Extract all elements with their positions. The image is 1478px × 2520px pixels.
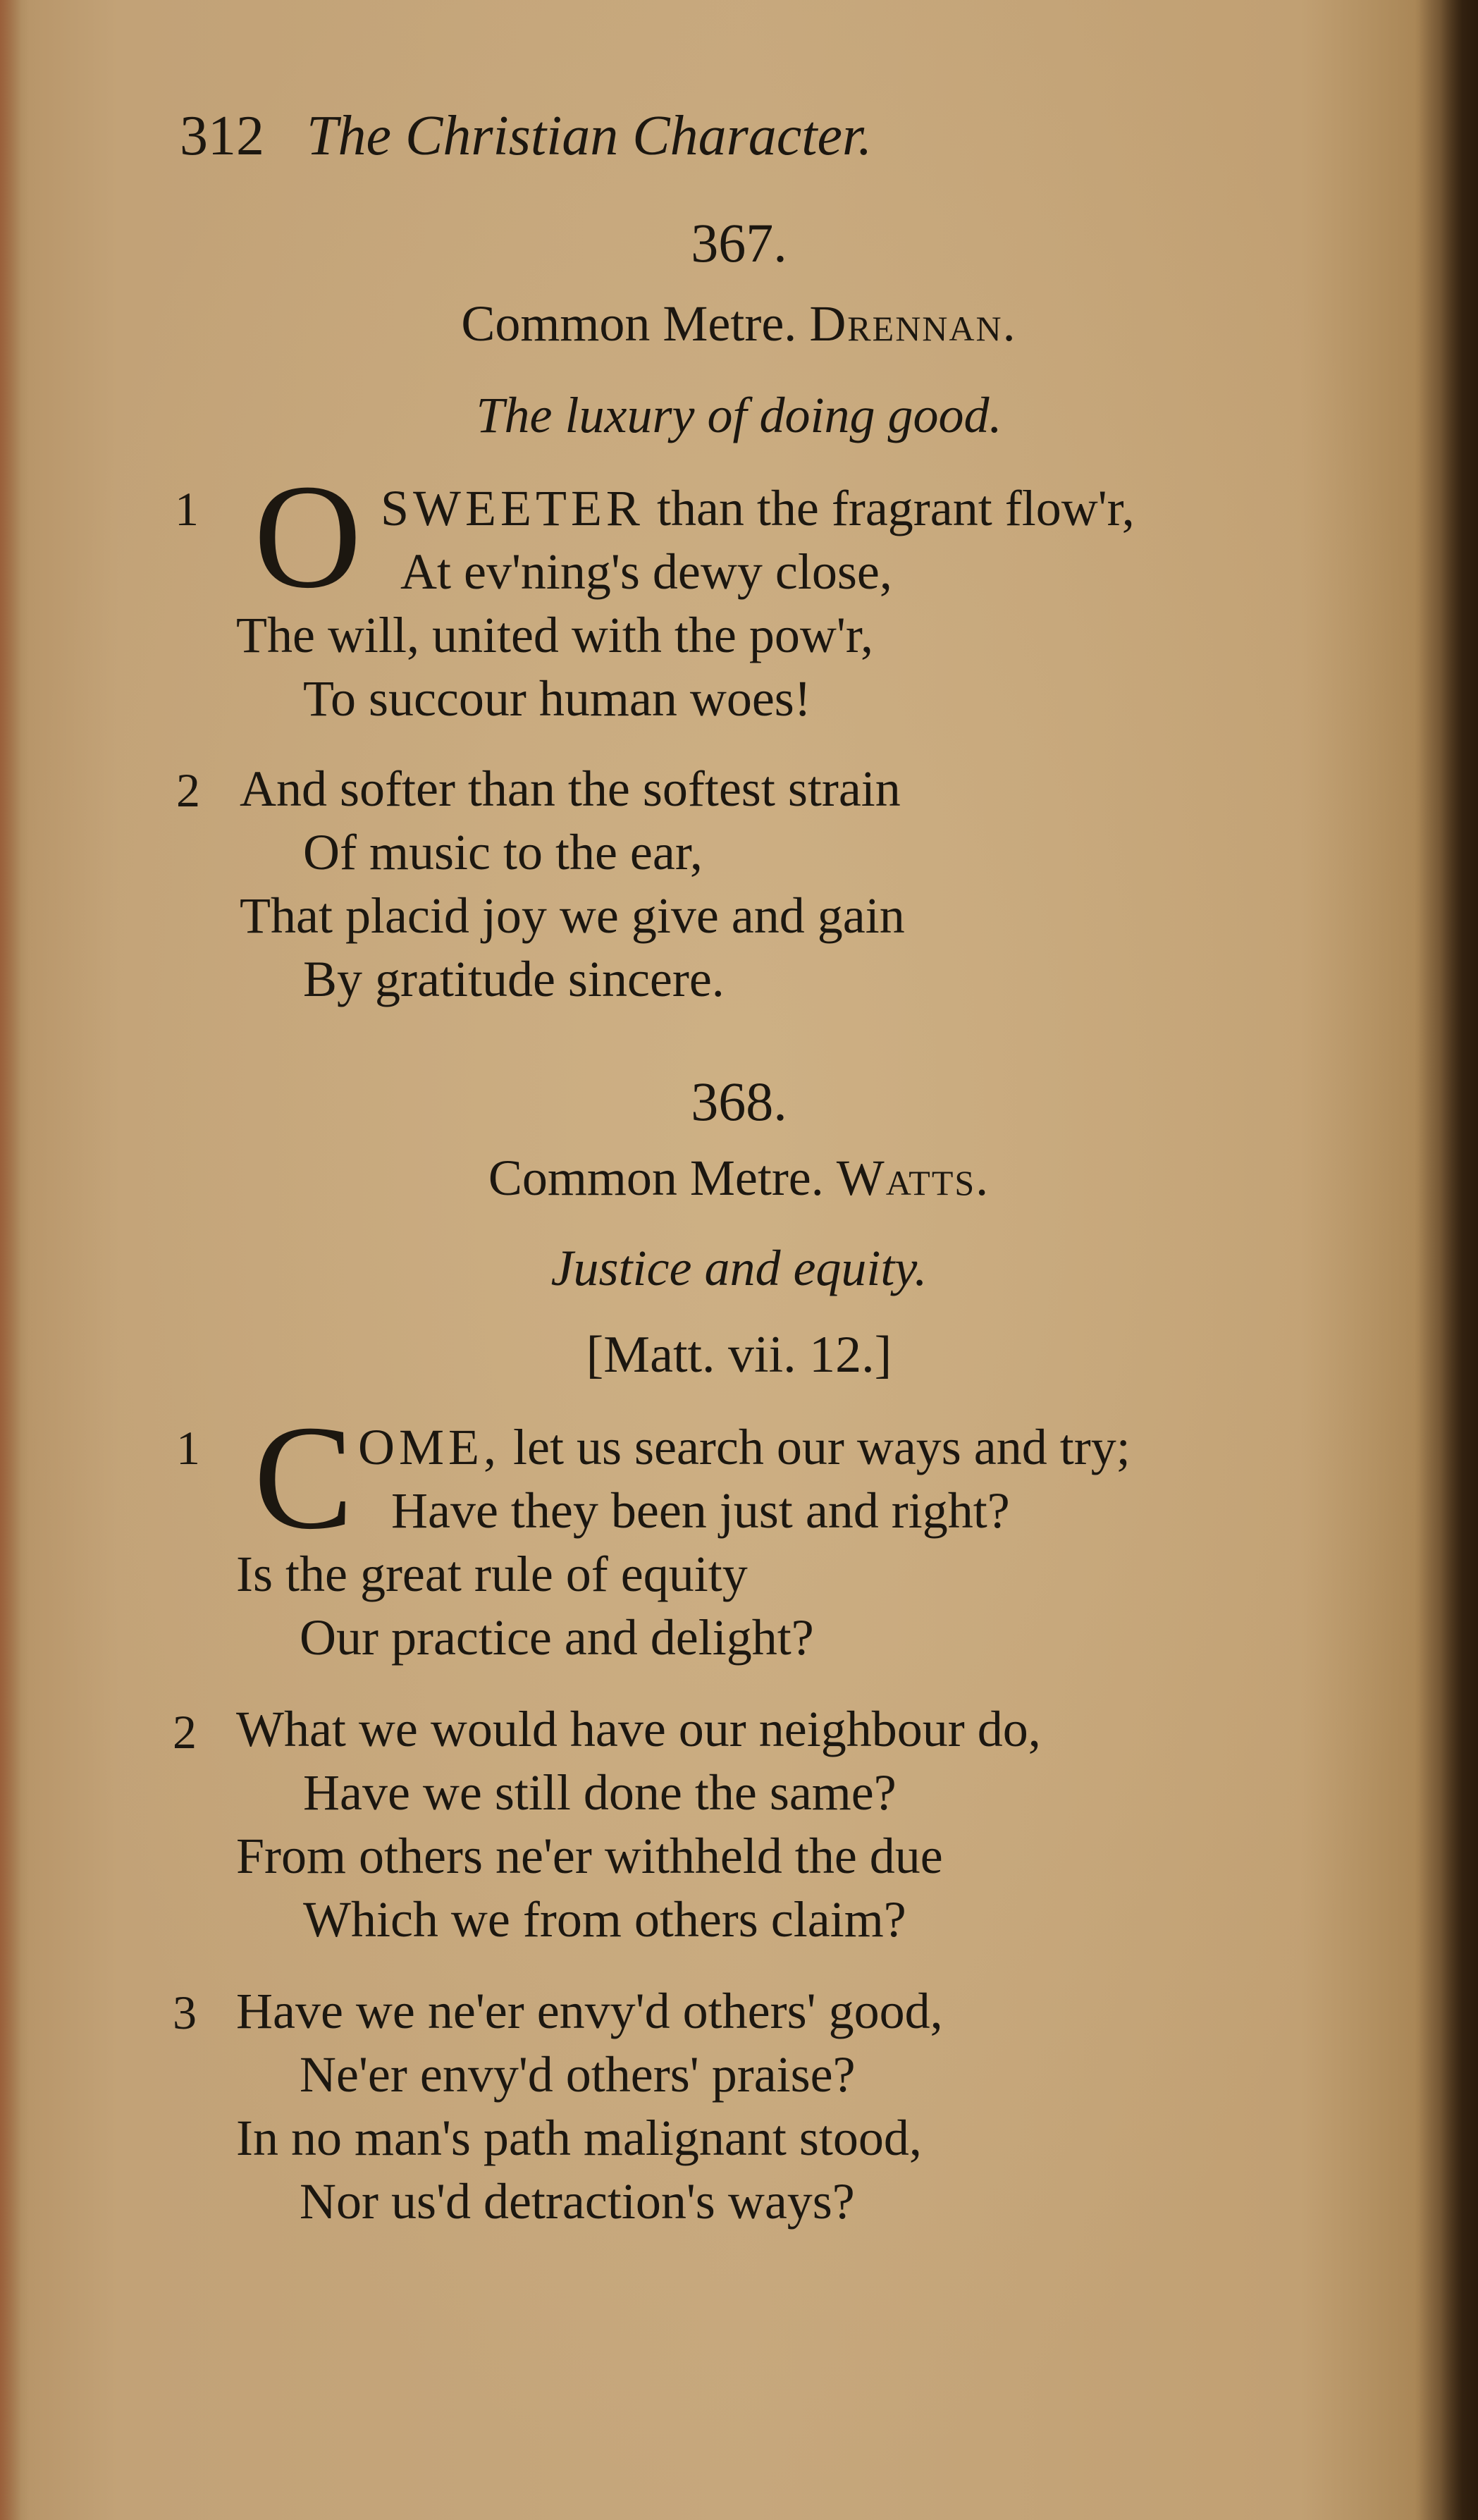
verse-line: To succour human woes! — [303, 670, 811, 727]
verse-line: The will, united with the pow'r, — [236, 607, 873, 663]
verse-line: Our practice and delight? — [300, 1609, 814, 1666]
verse-line: Is the great rule of equity — [236, 1546, 748, 1602]
verse-line: That placid joy we give and gain — [240, 887, 905, 944]
hymn-metre-line — [0, 1149, 1478, 1207]
scripture-reference: [Matt. vii. 12.] — [586, 1326, 892, 1384]
drop-cap: O — [254, 453, 362, 619]
first-line-rest: than the fragrant flow'r, — [656, 480, 1135, 536]
verse-number: 1 — [176, 1421, 200, 1475]
verse-line: Have we ne'er envy'd others' good, — [236, 1983, 943, 2039]
verse-line: In no man's path malignant stood, — [236, 2110, 922, 2166]
hymn-author: Drennan. — [809, 295, 1017, 352]
hymn-number: 367. — [691, 212, 787, 273]
verse-line: Have we still done the same? — [303, 1764, 897, 1821]
metre-label: Common Metre. — [461, 295, 797, 352]
verse-line: Which we from others claim? — [303, 1891, 906, 1948]
verse-line: By gratitude sincere. — [303, 951, 725, 1007]
hymn-author: Watts. — [836, 1150, 990, 1206]
verse-line: At ev'ning's dewy close, — [400, 543, 892, 600]
running-title: The Christian Character. — [307, 105, 873, 167]
verse-number: 2 — [173, 1705, 197, 1759]
running-head — [180, 104, 872, 168]
verse-line: Of music to the ear, — [303, 824, 703, 880]
verse-line: Ne'er envy'd others' praise? — [300, 2046, 856, 2103]
verse-line: What we would have our neighbour do, — [236, 1701, 1041, 1757]
verse-line: And softer than the softest strain — [240, 761, 901, 817]
verse-line: Nor us'd detraction's ways? — [300, 2173, 855, 2230]
verse-line: From others ne'er withheld the due — [236, 1828, 943, 1884]
verse-number: 3 — [173, 1986, 197, 2039]
metre-label: Common Metre. — [488, 1150, 824, 1206]
hymn-subtitle: Justice and equity. — [550, 1240, 928, 1296]
verse-line — [358, 1418, 1131, 1477]
drop-cap: C — [254, 1394, 354, 1560]
hymn-metre-line — [0, 295, 1478, 353]
verse-line — [381, 479, 1135, 538]
first-word: OME, — [358, 1419, 500, 1475]
first-word: SWEETER — [381, 480, 644, 536]
page-number: 312 — [180, 105, 264, 167]
verse-number: 1 — [175, 482, 199, 536]
first-line-rest: let us search our ways and try; — [513, 1419, 1131, 1475]
verse-line: Have they been just and right? — [391, 1482, 1010, 1539]
hymn-number: 368. — [691, 1071, 787, 1132]
verse-number: 2 — [176, 763, 200, 817]
hymn-subtitle: The luxury of doing good. — [476, 387, 1002, 443]
